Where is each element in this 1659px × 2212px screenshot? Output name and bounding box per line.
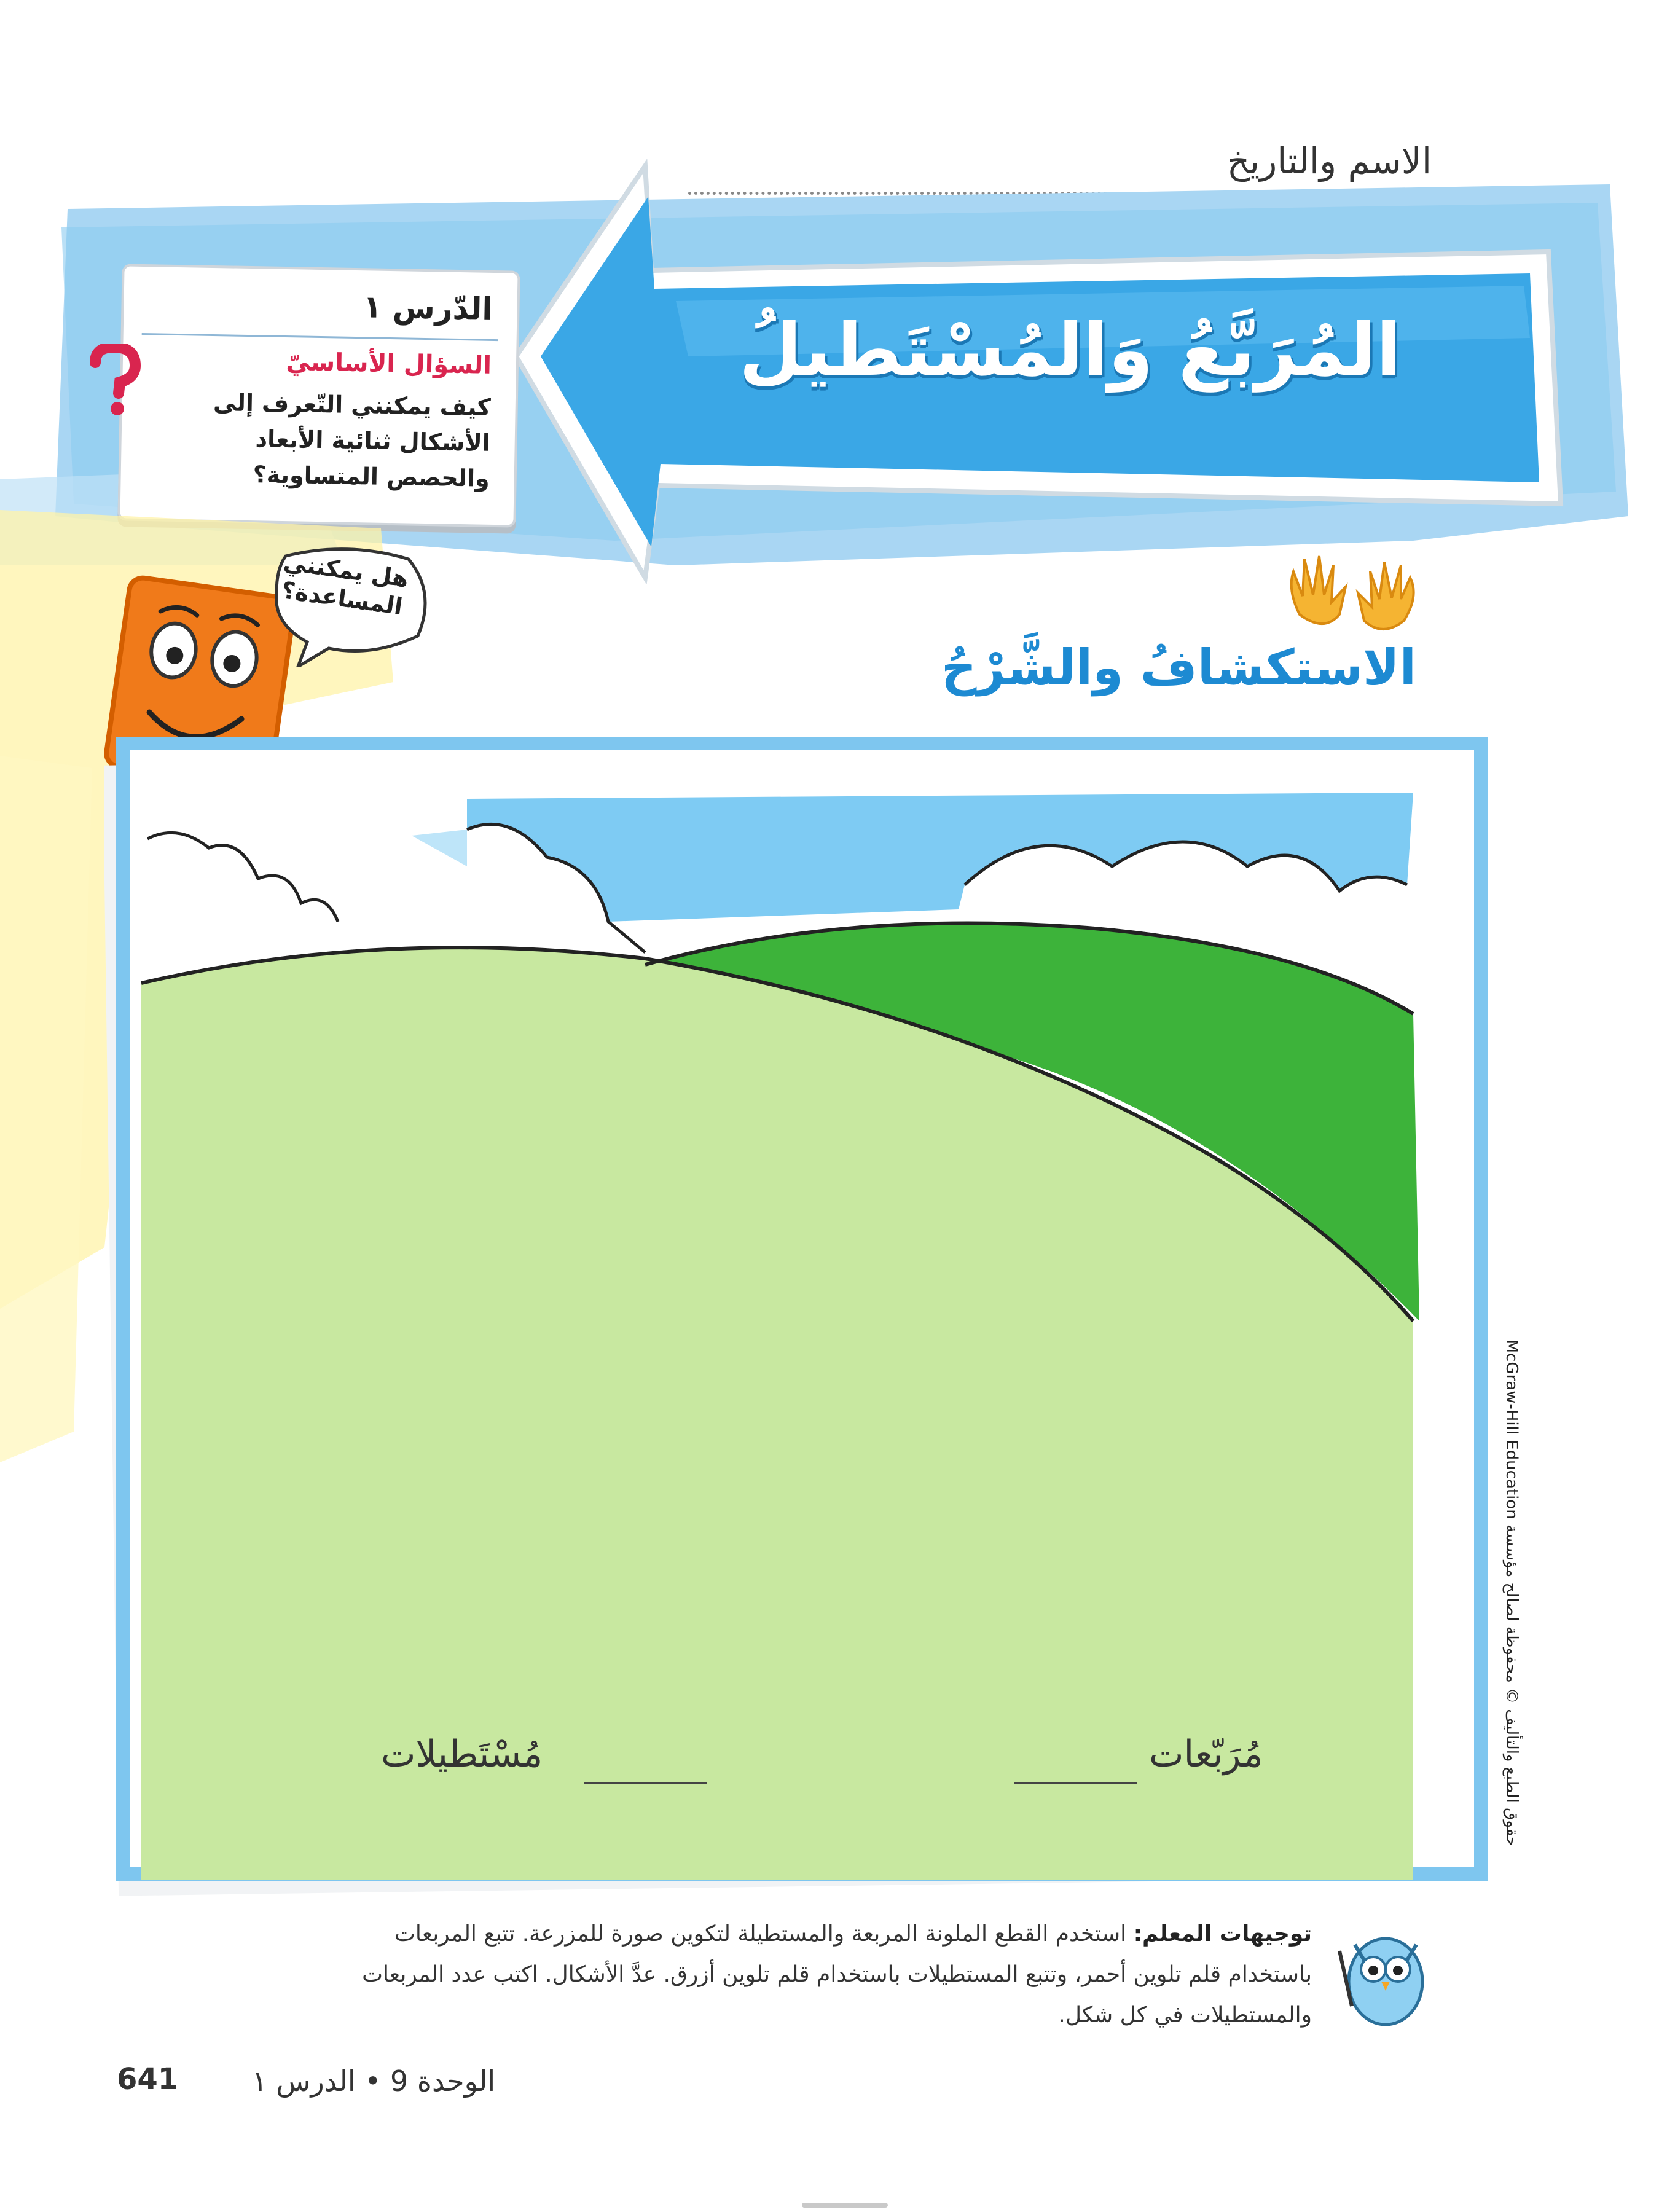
main-title: المُرَبَّعُ وَالمُسْتَطيلُ [739, 307, 1401, 392]
section-title: الاستكشافُ والشَّرْحُ [941, 639, 1416, 696]
page-number: 641 [117, 2062, 179, 2096]
hands-icon [1281, 541, 1422, 639]
teacher-directions [353, 1914, 1312, 2036]
lesson-card [117, 264, 520, 527]
rectangles-count-blank[interactable] [584, 1782, 707, 1784]
unit-lesson-footer: الوحدة 9 • الدرس ١ [252, 2065, 496, 2098]
owl-icon [1327, 1914, 1432, 2031]
speech-bubble-text: هل يمكنني المساعدة؟ [280, 548, 410, 621]
home-indicator[interactable] [802, 2203, 888, 2208]
squares-count-blank[interactable] [1014, 1782, 1137, 1784]
count-row [381, 1733, 1263, 1794]
copyright-notice: حقوق الطبع والتأليف © محفوظة لصالح مؤسسة McGraw-Hill Education [1502, 1339, 1521, 1846]
essential-question-text: كيف يمكنني التّعرف إلى الأشكال ثنائية الأبعاد والحصص المتساوية؟ [213, 389, 492, 492]
name-date-label: الاسم والتاريخ [1226, 140, 1432, 182]
lesson-number: الدّرس ١ [363, 289, 493, 327]
teacher-directions-text: استخدم القطع الملونة المربعة والمستطيلة لتكوين صورة للمزرعة. تتبع المربعات باستخدام قلم تلوين أحمر، وتتبع المستطيلات باستخدام قلم تلوين أزرق. عدَّ الأشكال. اكتب عدد المربعات والمستطيلات في كل شكل. [362, 1921, 1312, 2028]
farm-picture-frame [104, 725, 1493, 1905]
teacher-directions-label: توجيهات المعلم: [1133, 1921, 1312, 1947]
lesson-divider [142, 333, 498, 341]
squares-label: مُرَبّعات [1149, 1733, 1263, 1776]
rectangles-label: مُسْتَطيلات [381, 1733, 543, 1776]
essential-question-label: السؤال الأساسيّ [286, 348, 492, 380]
question-mark-icon [83, 344, 144, 418]
